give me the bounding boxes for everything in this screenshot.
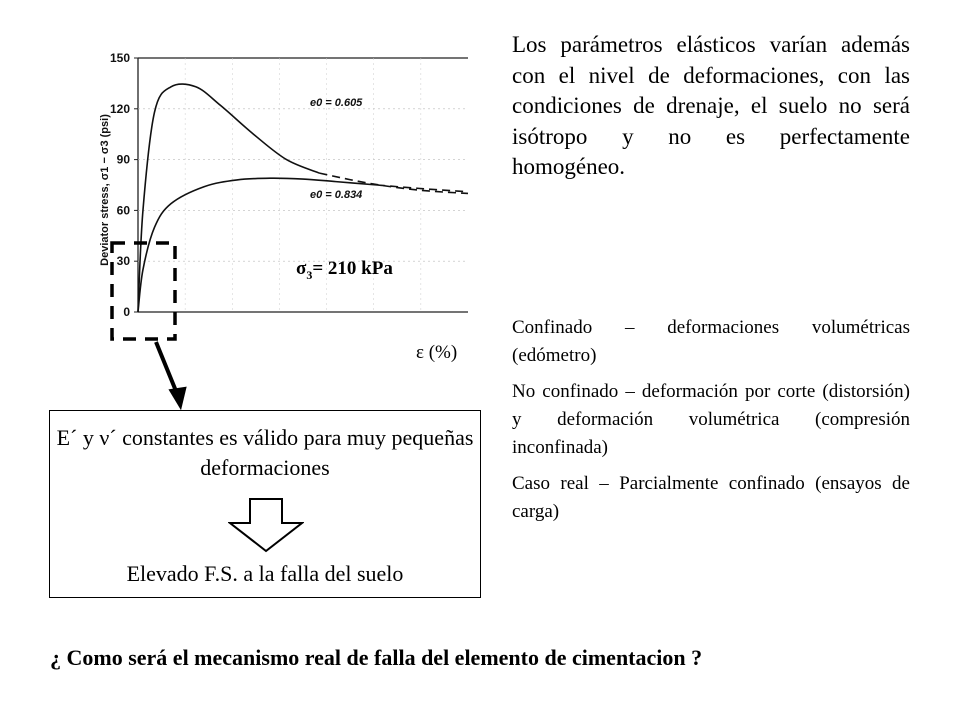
sigma-subscript: 3 xyxy=(306,267,313,282)
closing-question: ¿ Como será el mecanismo real de falla del elemento de cimentacion ? xyxy=(50,645,703,670)
curve-label-e0-0834: e0 = 0.834 xyxy=(310,189,363,201)
conclusion-premise: E´ y ν´ constantes es válido para muy pequeñas deformaciones xyxy=(56,425,474,480)
main-paragraph: Los parámetros elásticos varían además con el nivel de deformaciones, con las condiciones de drenaje, el suelo no será isótropo y no es perfectamente homogéneo. xyxy=(512,32,910,179)
confinement-list xyxy=(512,314,910,534)
y-tick-label: 0 xyxy=(123,305,130,319)
list-item: Confinado – deformaciones volumétricas (edómetro) xyxy=(512,317,910,366)
conclusion-result: Elevado F.S. a la falla del suelo xyxy=(126,561,404,586)
conclusion-box xyxy=(49,410,481,598)
stress-strain-chart xyxy=(88,40,478,350)
y-tick-label: 150 xyxy=(109,51,130,65)
y-tick-label: 90 xyxy=(116,152,130,167)
y-tick-label: 60 xyxy=(116,203,130,218)
list-item: No confinado – deformación por corte (distorsión) y deformación volumétrica (compresión inconfinada) xyxy=(512,381,910,458)
y-tick-label: 30 xyxy=(116,254,130,269)
y-tick-label: 120 xyxy=(109,101,130,116)
strain-axis-label: ε (%) xyxy=(416,342,458,363)
curve-label-e0-0605: e0 = 0.605 xyxy=(310,97,363,109)
confining-stress-label xyxy=(296,258,393,283)
y-tick-labels xyxy=(110,51,138,319)
sigma-value: = 210 kPa xyxy=(312,258,393,279)
pointer-arrow xyxy=(140,330,200,420)
y-axis-label: Deviator stress, σ1 − σ3 (psi) xyxy=(99,114,111,266)
series-line xyxy=(138,84,320,312)
down-arrow-icon xyxy=(228,497,304,553)
sigma-symbol: σ xyxy=(296,258,307,279)
list-item: Caso real – Parcialmente confinado (ensayos de carga) xyxy=(512,473,910,522)
